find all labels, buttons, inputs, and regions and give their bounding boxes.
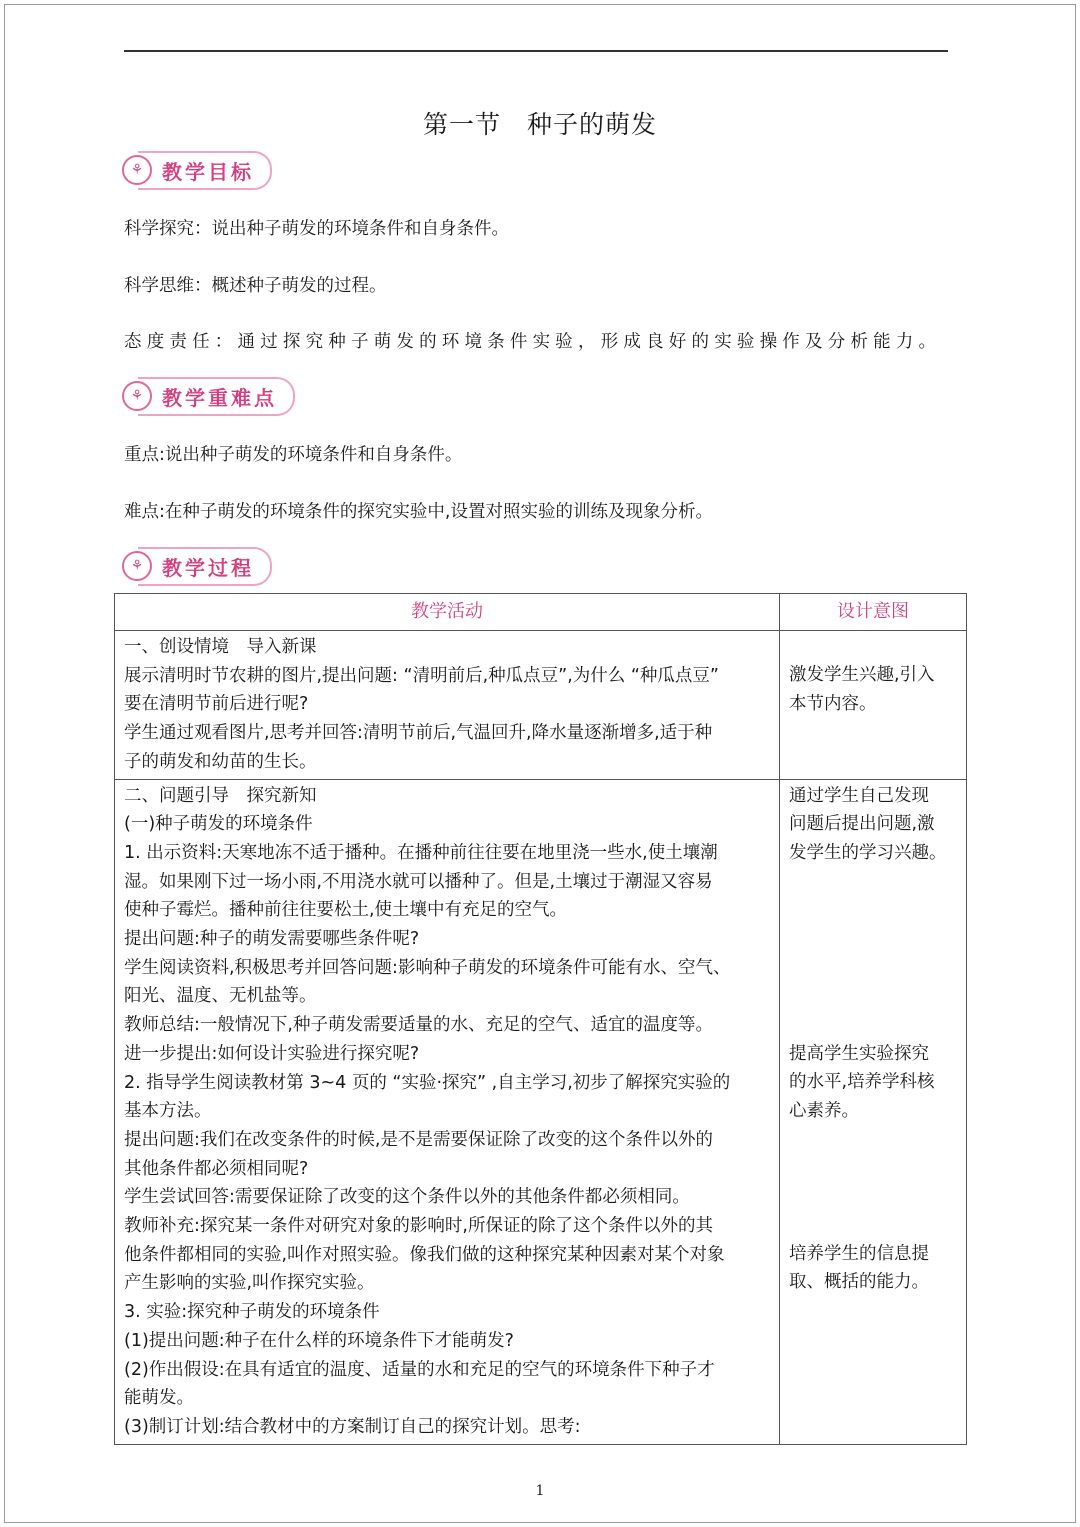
intent-cell [780, 631, 967, 780]
intent-line: 取、概括的能力。 [789, 1272, 929, 1293]
page-title: 第一节 种子的萌发 [422, 110, 657, 139]
section-label: 教学目标 [138, 151, 272, 190]
teaching-process-table [114, 593, 967, 1445]
activity-line: 子的萌发和幼苗的生长。 [124, 751, 317, 772]
activity-line: 1. 出示资料:天寒地冻不适于播种。在播种前往往要在地里浇一些水,使土壤潮 [124, 842, 718, 863]
intent-cell [780, 779, 967, 1444]
activity-line: 2. 指导学生阅读教材第 3~4 页的 “实验·探究” ,自主学习,初步了解探究实验的 [124, 1072, 731, 1093]
header-intent: 设计意图 [780, 594, 967, 631]
activity-line: (1)提出问题:种子在什么样的环境条件下才能萌发? [124, 1330, 514, 1351]
activity-line: (3)制订计划:结合教材中的方案制订自己的探究计划。思考: [124, 1416, 581, 1437]
activity-cell [115, 631, 780, 780]
activity-line: 进一步提出:如何设计实验进行探究呢? [124, 1043, 420, 1064]
activity-line: 3. 实验:探究种子萌发的环境条件 [124, 1302, 380, 1323]
activity-line: (一)种子萌发的环境条件 [124, 814, 313, 835]
activity-line: (2)作出假设:在具有适宜的温度、适量的水和充足的空气的环境条件下种子才 [124, 1359, 715, 1380]
table-header-row [115, 594, 967, 631]
intent-line: 提高学生实验探究 [789, 1043, 929, 1064]
key-point-difficult: 难点:在种子萌发的环境条件的探究实验中,设置对照实验的训练及现象分析。 [124, 502, 713, 522]
activity-line: 学生阅读资料,积极思考并回答问题:影响种子萌发的环境条件可能有水、空气、 [124, 957, 731, 978]
activity-line: 能萌发。 [124, 1388, 194, 1409]
spacer [789, 1126, 958, 1240]
activity-line: 二、问题引导 探究新知 [124, 785, 317, 806]
activity-line: 学生通过观看图片,思考并回答:清明节前后,气温回升,降水量逐渐增多,适于种 [124, 723, 713, 744]
activity-cell [115, 779, 780, 1444]
intent-line: 本节内容。 [789, 693, 877, 714]
activity-line: 提出问题:种子的萌发需要哪些条件呢? [124, 929, 420, 950]
section-heading-key-points [122, 379, 295, 413]
activity-line: 基本方法。 [124, 1101, 212, 1122]
activity-line: 学生尝试回答:需要保证除了改变的这个条件以外的其他条件都必须相同。 [124, 1187, 690, 1208]
intent-line: 通过学生自己发现 [789, 785, 929, 806]
seedling-icon: ⚘ [122, 381, 152, 411]
intent-line: 问题后提出问题,激 [789, 814, 935, 835]
key-point-important: 重点:说出种子萌发的环境条件和自身条件。 [124, 445, 463, 465]
intent-line: 的水平,培养学科核 [789, 1072, 935, 1093]
section-heading-process [122, 549, 272, 583]
intent-line: 发学生的学习兴趣。 [789, 842, 947, 863]
objective-science-inquiry: 科学探究：说出种子萌发的环境条件和自身条件。 [124, 219, 509, 239]
intent-line: 心素养。 [789, 1101, 859, 1122]
section-label: 教学过程 [138, 547, 272, 586]
activity-line: 教师总结:一般情况下,种子萌发需要适量的水、充足的空气、适宜的温度等。 [124, 1015, 713, 1036]
activity-line: 要在清明节前后进行呢? [124, 694, 309, 715]
header-activity: 教学活动 [115, 594, 780, 631]
header-rule [124, 50, 948, 52]
objective-science-thinking: 科学思维：概述种子萌发的过程。 [124, 276, 387, 296]
activity-line: 湿。如果刚下过一场小雨,不用浇水就可以播种了。但是,土壤过于潮湿又容易 [124, 871, 713, 892]
activity-line: 展示清明时节农耕的图片,提出问题: “清明前后,种瓜点豆”,为什么 “种瓜点豆” [124, 665, 719, 686]
activity-line: 教师补充:探究某一条件对研究对象的影响时,所保证的除了这个条件以外的其 [124, 1216, 713, 1237]
table-row [115, 779, 967, 1444]
seedling-icon: ⚘ [122, 551, 152, 581]
page-number: 1 [535, 1483, 545, 1499]
section-heading-objectives [122, 153, 272, 187]
table-row [115, 631, 967, 780]
activity-line: 他条件都相同的实验,叫作对照实验。像我们做的这种探究某种因素对某个对象 [124, 1244, 725, 1265]
spacer [789, 868, 958, 1040]
activity-line: 使种子霉烂。播种前往往要松土,使土壤中有充足的空气。 [124, 900, 568, 921]
activity-line: 产生影响的实验,叫作探究实验。 [124, 1273, 375, 1294]
spacer [789, 633, 958, 661]
intent-line: 激发学生兴趣,引入 [789, 665, 935, 685]
activity-line: 提出问题:我们在改变条件的时候,是不是需要保证除了改变的这个条件以外的 [124, 1129, 713, 1150]
activity-line: 阳光、温度、无机盐等。 [124, 986, 317, 1007]
seedling-icon: ⚘ [122, 155, 152, 185]
objective-attitude: 态度责任：通过探究种子萌发的环境条件实验，形成良好的实验操作及分析能力。 [124, 332, 942, 352]
section-label: 教学重难点 [138, 377, 295, 416]
activity-line: 一、创设情境 导入新课 [124, 637, 317, 657]
intent-line: 培养学生的信息提 [789, 1243, 929, 1264]
activity-line: 其他条件都必须相同呢? [124, 1158, 309, 1179]
